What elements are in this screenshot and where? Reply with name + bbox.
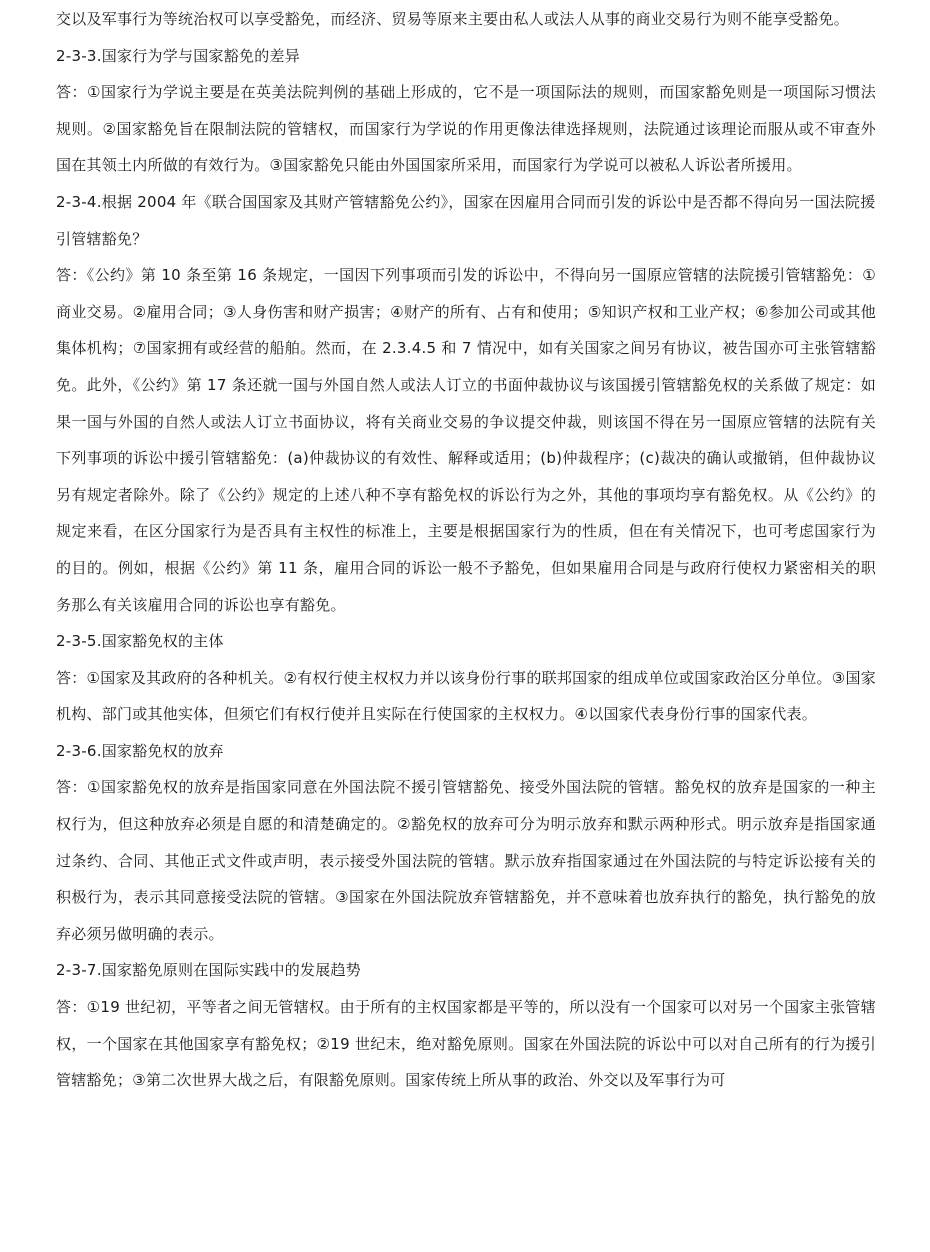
question-heading-2-3-7: 2-3-7.国家豁免原则在国际实践中的发展趋势 — [56, 961, 361, 980]
paragraph-state-act-continuation: 交以及军事行为等统治权可以享受豁免，而经济、贸易等原来主要由私人或法人从事的商业交易行为则不能享受豁免。 — [56, 10, 850, 28]
answer-2-3-7: 答：①19 世纪初，平等者之间无管辖权。由于所有的主权国家都是平等的，所以没有一个国家可以对另一个国家主张管辖权，一个国家在其他国家享有豁免权；②19 世纪末，绝对豁免原则。国家在外国法院的诉讼中可以对自己所有的行为援引管辖豁免；③第二次世界大战之后，有限豁免原则。国家传统上所从事的政治、外交以及军事行为可 — [56, 998, 876, 1090]
question-heading-2-3-6: 2-3-6.国家豁免权的放弃 — [56, 741, 224, 760]
answer-2-3-4: 答：《公约》第 10 条至第 16 条规定，一国因下列事项而引发的诉讼中，不得向另一国原应管辖的法院援引管辖豁免：①商业交易。②雇用合同；③人身伤害和财产损害；④财产的所有、占有和使用；⑤知识产权和工业产权；⑥参加公司或其他集体机构；⑦国家拥有或经营的船舶。然而，在 2.3.4.5 和 7 情况中，如有关国家之间另有协议，被告国亦可主张管辖豁免。此外，《公约》第 17 条还就一国与外国自然人或法人订立的书面仲裁协议与该国援引管辖豁免权的关系做了规定：如果一国与外国的自然人或法人订立书面协议，将有关商业交易的争议提交仲裁，则该国不得在另一国原应管辖的法院有关下列事项的诉讼中援引管辖豁免：(a)仲裁协议的有效性、解释或适用；(b)仲裁程序；(c)裁决的确认或撤销，但仲裁协议另有规定者除外。除了《公约》规定的上述八种不享有豁免权的诉讼行为之外，其他的事项均享有豁免权。从《公约》的规定来看，在区分国家行为是否具有主权性的标准上，主要是根据国家行为的性质，但在有关情况下，也可考虑国家行为的目的。例如，根据《公约》第 11 条，雇用合同的诉讼一般不予豁免，但如果雇用合同是与政府行使权力紧密相关的职务那么有关该雇用合同的诉讼也享有豁免。 — [56, 266, 876, 614]
answer-2-3-5: 答：①国家及其政府的各种机关。②有权行使主权权力并以该身份行事的联邦国家的组成单位或国家政治区分单位。③国家机构、部门或其他实体，但须它们有权行使并且实际在行使国家的主权权力。④以国家代表身份行事的国家代表。 — [56, 668, 876, 724]
question-heading-2-3-5: 2-3-5.国家豁免权的主体 — [56, 632, 224, 651]
answer-2-3-3: 答：①国家行为学说主要是在英美法院判例的基础上形成的，它不是一项国际法的规则，而国家豁免则是一项国际习惯法规则。②国家豁免旨在限制法院的管辖权，而国家行为学说的作用更像法律选择规则，法院通过该理论而服从或不审查外国在其领土内所做的有效行为。③国家豁免只能由外国国家所采用，而国家行为学说可以被私人诉讼者所援用。 — [56, 83, 876, 175]
question-heading-2-3-3: 2-3-3.国家行为学与国家豁免的差异 — [56, 46, 300, 65]
question-heading-2-3-4: 2-3-4.根据 2004 年《联合国国家及其财产管辖豁免公约》，国家在因雇用合同而引发的诉讼中是否都不得向另一国法院援引管辖豁免？ — [56, 192, 876, 248]
answer-2-3-6: 答：①国家豁免权的放弃是指国家同意在外国法院不援引管辖豁免、接受外国法院的管辖。豁免权的放弃是国家的一种主权行为，但这种放弃必须是自愿的和清楚确定的。②豁免权的放弃可分为明示放弃和默示两种形式。明示放弃是指国家通过条约、合同、其他正式文件或声明，表示接受外国法院的管辖。默示放弃指国家通过在外国法院的与特定诉讼接有关的积极行为，表示其同意接受法院的管辖。③国家在外国法院放弃管辖豁免，并不意味着也放弃执行的豁免，执行豁免的放弃必须另做明确的表示。 — [56, 778, 876, 943]
